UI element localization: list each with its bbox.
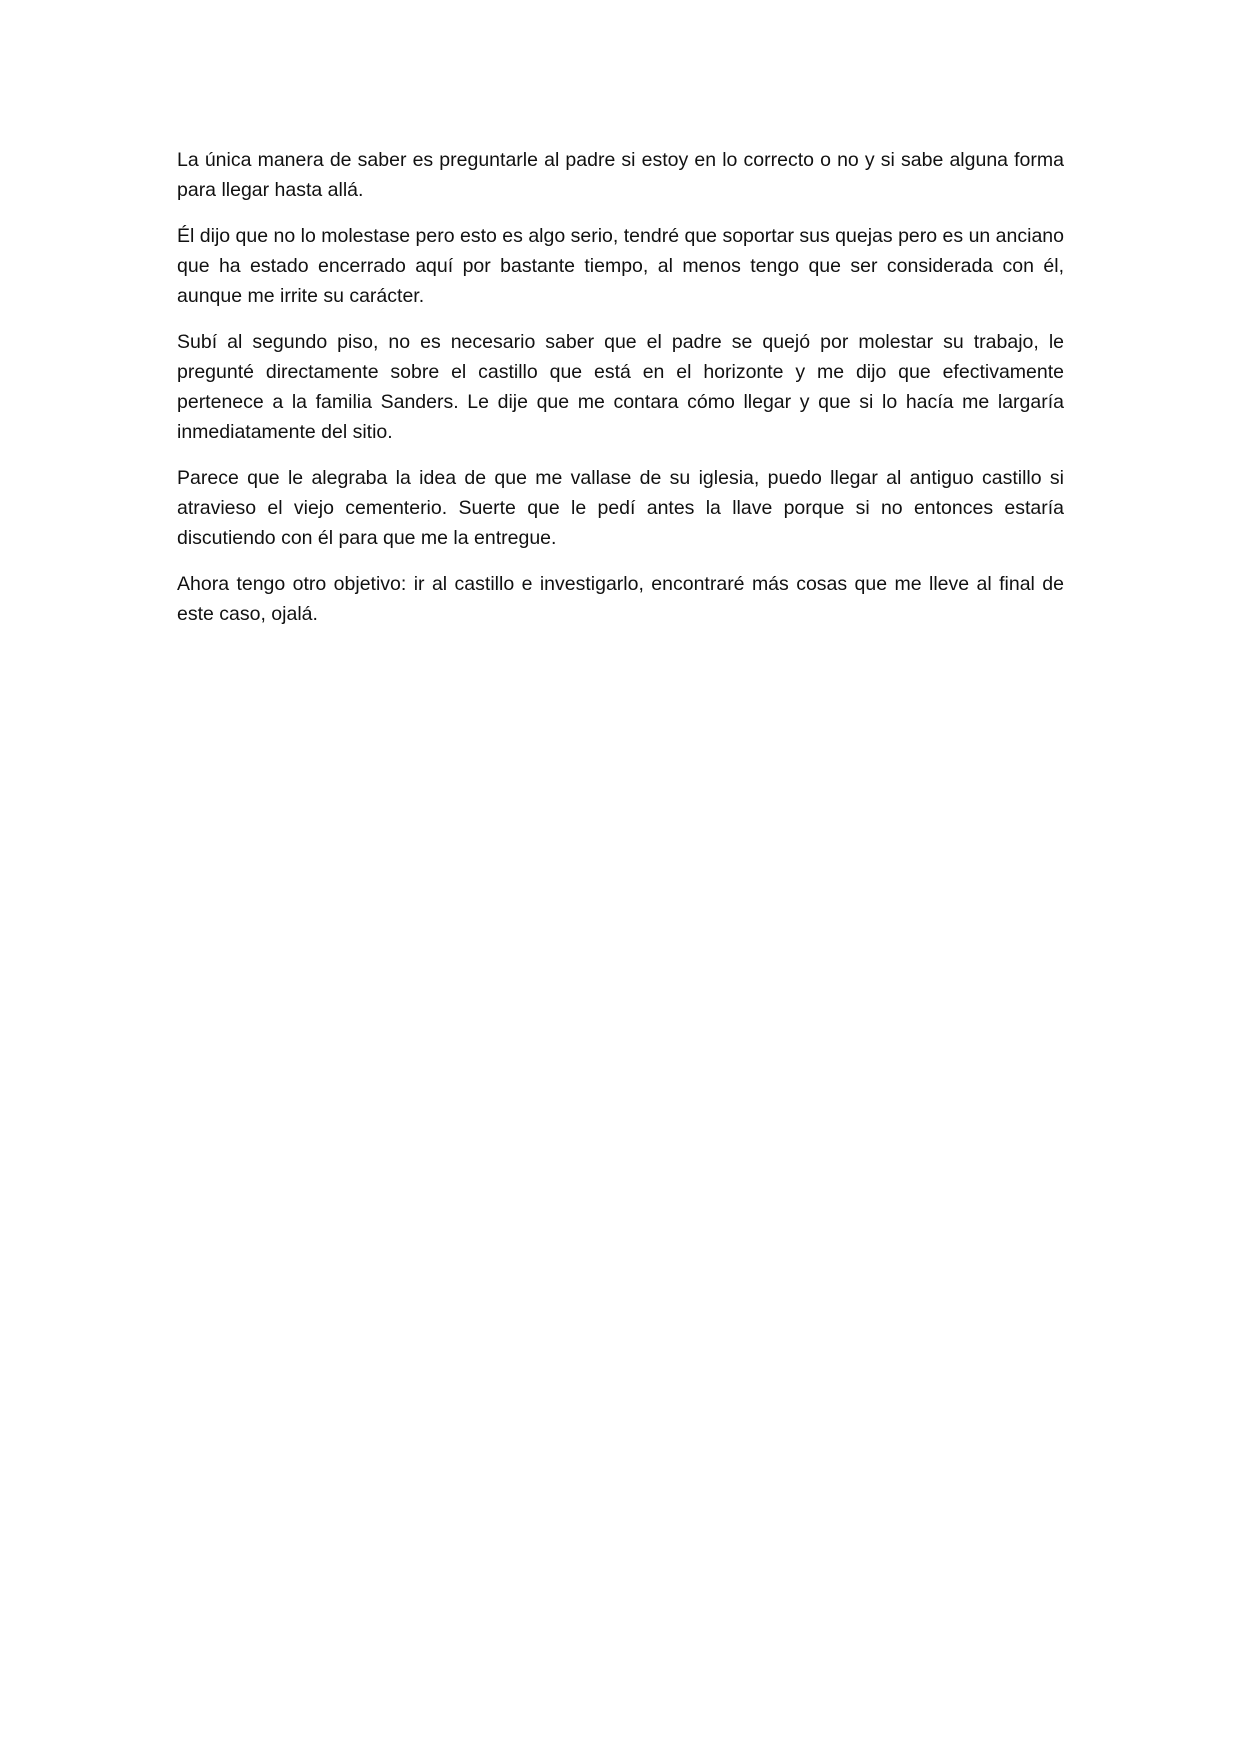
paragraph-1: La única manera de saber es preguntarle al padre si estoy en lo correcto o no y si sabe alguna forma para llegar hasta allá. xyxy=(177,149,1064,201)
paragraph-2: Él dijo que no lo molestase pero esto es algo serio, tendré que soportar sus quejas pero es un anciano que ha estado encerrado aquí por bastante tiempo, al menos tengo que ser considerada con él, aunque me irrite su carácter. xyxy=(177,225,1064,307)
paragraph-4: Parece que le alegraba la idea de que me vallase de su iglesia, puedo llegar al antiguo castillo si atravieso el viejo cementerio. Suerte que le pedí antes la llave porque si no entonces estaría discutiendo con él para que me la entregue. xyxy=(177,467,1064,549)
document-body xyxy=(177,145,1064,645)
paragraph-5: Ahora tengo otro objetivo: ir al castillo e investigarlo, encontraré más cosas que me lleve al final de este caso, ojalá. xyxy=(177,573,1064,625)
paragraph-3: Subí al segundo piso, no es necesario saber que el padre se quejó por molestar su trabajo, le pregunté directamente sobre el castillo que está en el horizonte y me dijo que efectivamente pertenece a la familia Sanders. Le dije que me contara cómo llegar y que si lo hacía me largaría inmediatamente del sitio. xyxy=(177,331,1064,443)
